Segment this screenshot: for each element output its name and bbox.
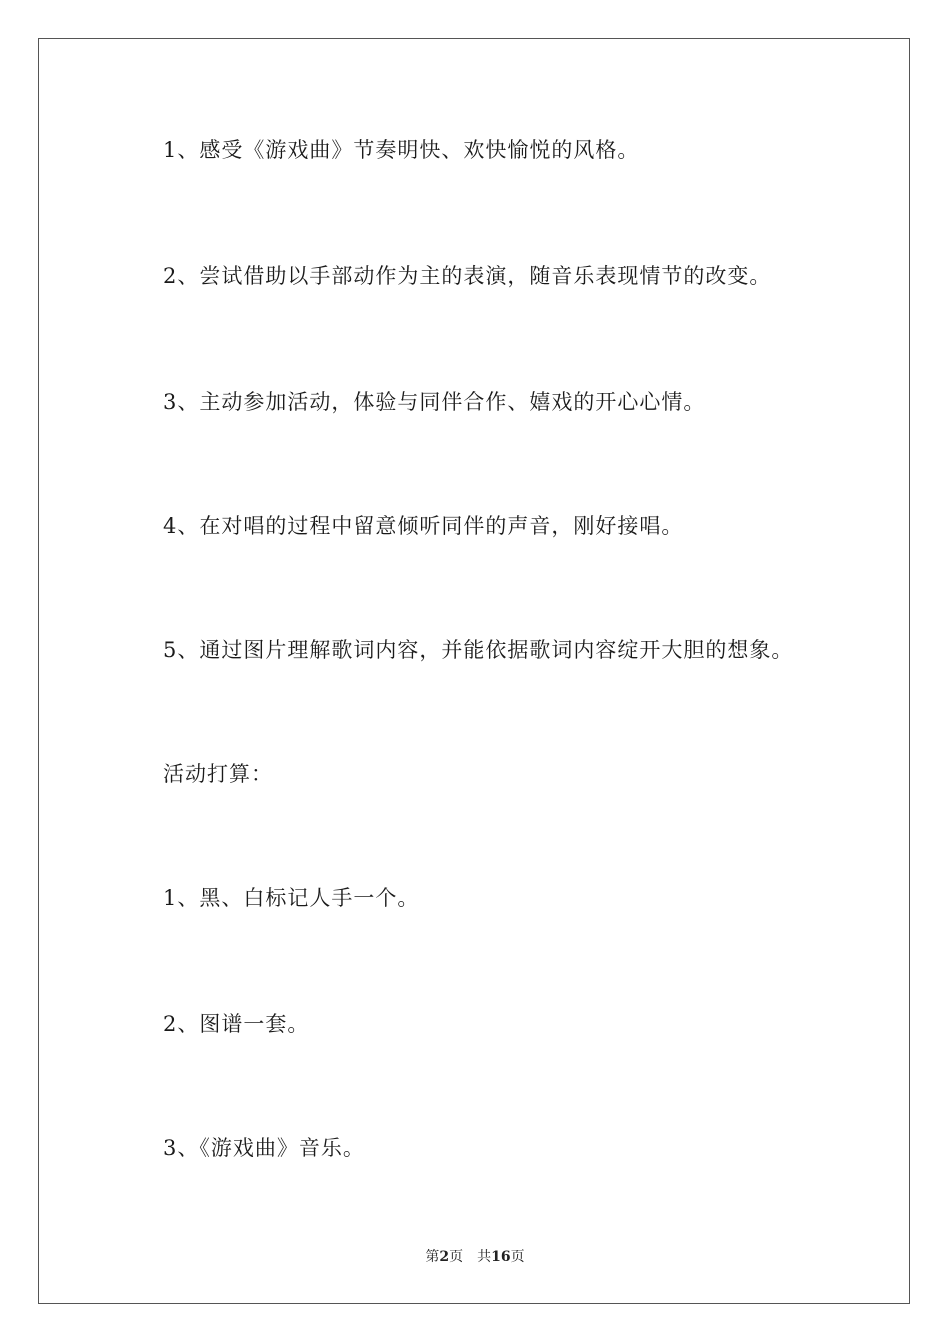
goal-item-5: 5、通过图片理解歌词内容，并能依据歌词内容绽开大胆的想象。: [163, 638, 794, 662]
prep-heading: 活动打算：: [163, 762, 273, 786]
prep-item-3: 3、《游戏曲》音乐。: [163, 1136, 365, 1160]
page-prefix: 第: [425, 1249, 440, 1265]
prep-item-1: 1、黑、白标记人手一个。: [163, 886, 420, 910]
total-prefix: 共: [477, 1249, 492, 1265]
goal-item-3: 3、主动参加活动，体验与同伴合作、嬉戏的开心心情。: [163, 390, 706, 414]
total-suffix: 页: [510, 1249, 525, 1265]
page-footer: [0, 1248, 950, 1266]
prep-item-2: 2、图谱一套。: [163, 1012, 310, 1036]
page-number: 2: [439, 1249, 450, 1265]
page-border: [38, 38, 910, 1304]
goal-item-4: 4、在对唱的过程中留意倾听同伴的声音，刚好接唱。: [163, 514, 684, 538]
goal-item-2: 2、尝试借助以手部动作为主的表演，随音乐表现情节的改变。: [163, 264, 772, 288]
total-pages: 16: [491, 1249, 511, 1265]
goal-item-1: 1、感受《游戏曲》节奏明快、欢快愉悦的风格。: [163, 138, 640, 162]
page-suffix: 页: [449, 1249, 464, 1265]
